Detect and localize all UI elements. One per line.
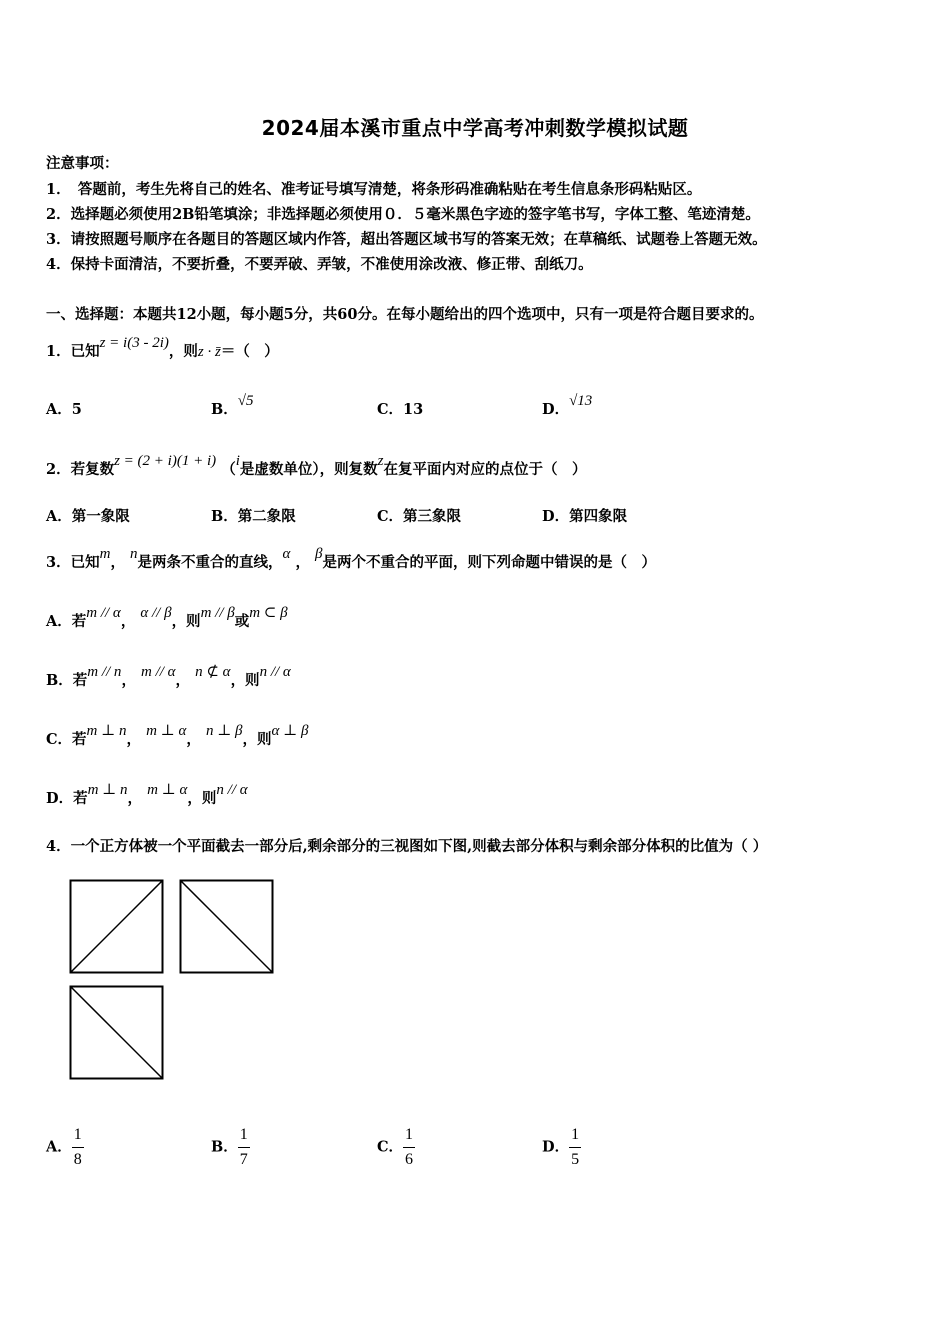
notice-item-1: 1． 答题前，考生先将自己的姓名、准考证号填写清楚，将条形码准确粘贴在考生信息条形码粘贴区。	[46, 181, 702, 198]
q2-option-d[interactable]: D．第四象限	[542, 508, 628, 525]
q3-option-a[interactable]: A．若m // α， α // β，则m // β或m ⊂ β	[46, 605, 288, 630]
q1-suffix: ＝（ ）	[220, 343, 279, 360]
front-view-figure	[69, 879, 164, 974]
q4-option-c[interactable]: C． $\frac{1}{6}$	[377, 1126, 414, 1168]
q2-option-b[interactable]: B．第二象限	[211, 508, 296, 525]
notice-item-3: 3．请按照题号顺序在各题目的答题区域内作答，超出答题区域书写的答案无效；在草稿纸、试题卷上答题无效。	[46, 231, 767, 248]
notice-heading: 注意事项：	[46, 155, 119, 172]
q1-formula: z = i(3 - 2i)	[99, 335, 169, 351]
q4-option-d[interactable]: D． $\frac{1}{5}$	[542, 1126, 580, 1168]
q1-option-d[interactable]: D．√13	[542, 393, 593, 418]
q4-option-a[interactable]: A． $\frac{1}{8}$	[46, 1126, 82, 1168]
top-view-figure	[69, 985, 164, 1080]
q2-formula: z = (2 + i)(1 + i)	[114, 453, 217, 469]
side-view-figure	[179, 879, 274, 974]
q1-prefix: 1．已知	[46, 343, 100, 360]
notice-item-4: 4．保持卡面清洁，不要折叠，不要弄破、弄皱，不准使用涂改液、修正带、刮纸刀。	[46, 256, 593, 273]
q3-option-c[interactable]: C．若m ⊥ n， m ⊥ α， n ⊥ β，则α ⊥ β	[46, 723, 309, 748]
q1-expr: z · z̄	[197, 344, 221, 360]
q3-option-d[interactable]: D．若m ⊥ n， m ⊥ α，则n // α	[46, 782, 248, 807]
q3-option-b[interactable]: B．若m // n， m // α， n ⊄ α，则n // α	[46, 664, 291, 689]
q4-option-b[interactable]: B． $\frac{1}{7}$	[211, 1126, 248, 1168]
question-4: 4．一个正方体被一个平面截去一部分后,剩余部分的三视图如下图,则截去部分体积与剩余部分体积的比值为（ ）	[46, 838, 768, 855]
q1-option-a[interactable]: A．5	[46, 401, 82, 418]
q1-mid: ，则	[168, 343, 198, 360]
q2-option-c[interactable]: C．第三象限	[377, 508, 462, 525]
question-3: 3．已知m， n是两条不重合的直线，α ， β是两个不重合的平面，则下列命题中错误的是（ ）	[46, 546, 656, 571]
question-2: 2．若复数z = (2 + i)(1 + i) （i是虚数单位），则复数z在复平面内对应的点位于（ ）	[46, 453, 587, 478]
question-1	[46, 335, 279, 361]
q1-option-c[interactable]: C．13	[377, 401, 424, 418]
q1-option-b[interactable]: B．√5	[211, 393, 254, 418]
section-heading: 一、选择题：本题共12小题，每小题5分，共60分。在每小题给出的四个选项中，只有一项是符合题目要求的。	[46, 306, 764, 323]
q2-option-a[interactable]: A．第一象限	[46, 508, 130, 525]
notice-item-2: 2．选择题必须使用2B铅笔填涂；非选择题必须使用０．５毫米黑色字迹的签字笔书写，字体工整、笔迹清楚。	[46, 206, 760, 223]
page-title: 2024届本溪市重点中学高考冲刺数学模拟试题	[261, 116, 689, 140]
